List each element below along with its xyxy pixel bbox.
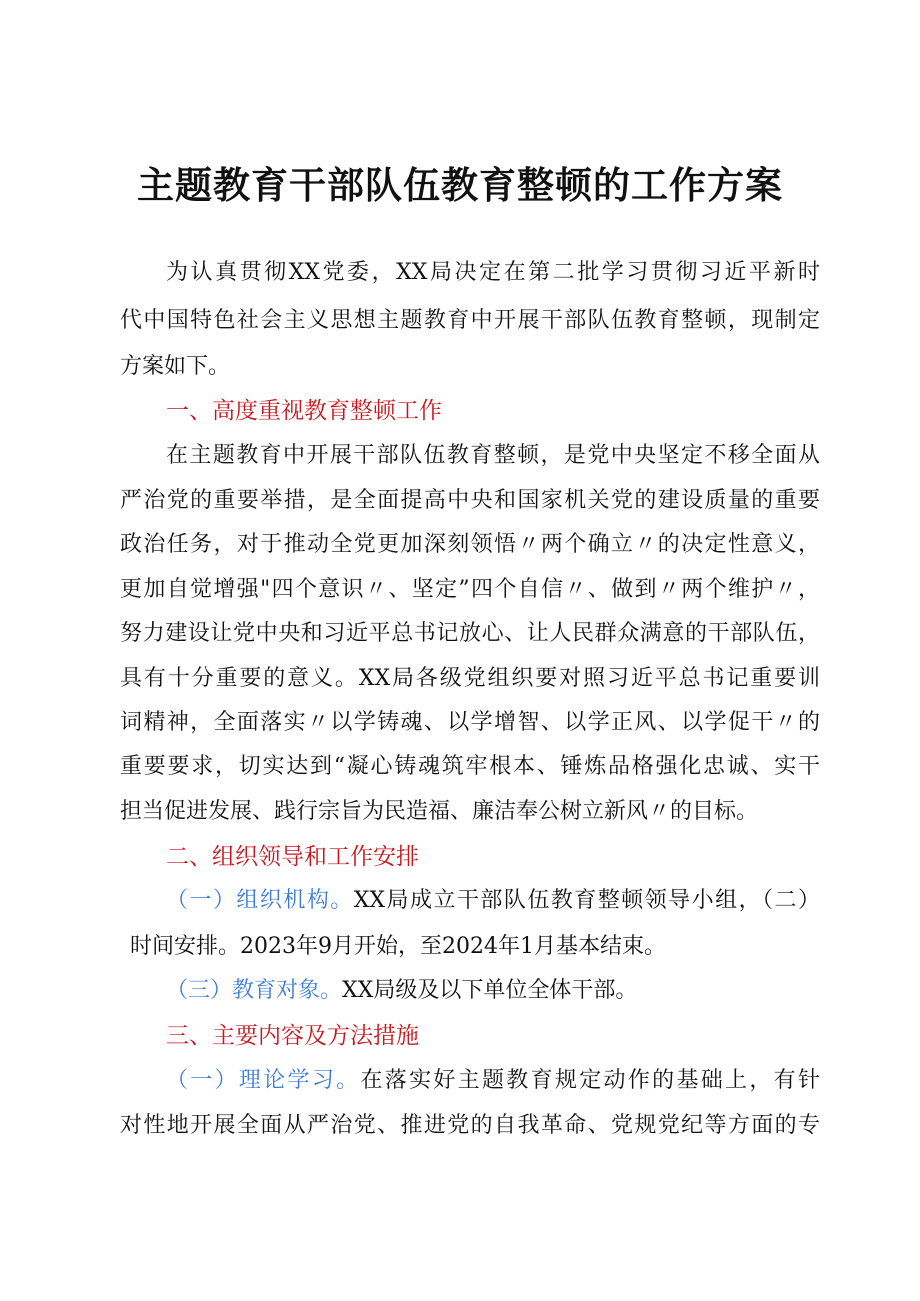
- section-2-item-1-text: XX局成立干部队伍教育整顿领导小组，（二）: [353, 888, 820, 913]
- document-title: 主题教育干部队伍教育整顿的工作方案: [137, 164, 783, 207]
- section-1-heading: 一、高度重视教育整顿工作: [166, 398, 442, 424]
- section-2-item-1: [166, 886, 820, 916]
- section-1-line-7: 词精神，全面落实〃以学铸魂、以学增智、以学正风、以学促干〃的: [120, 710, 820, 735]
- section-3-heading: 三、主要内容及方法措施: [166, 1023, 419, 1049]
- section-2-heading: 二、组织领导和工作安排: [166, 844, 419, 870]
- section-2-item-3-label: （三）教育对象。: [166, 978, 343, 1003]
- section-2-item-1-label: （一）组织机构。: [166, 888, 354, 913]
- section-2-item-1-cont: 时间安排。2023年9月开始，至2024年1月基本结束。: [130, 934, 666, 959]
- section-1-line-2: 严治党的重要举措，是全面提高中央和国家机关党的建设质量的重要: [120, 488, 820, 513]
- section-3-item-1-text: 在落实好主题教育规定动作的基础上，有针: [360, 1068, 820, 1093]
- section-1-line-1: 在主题教育中开展干部队伍教育整顿，是党中央坚定不移全面从: [166, 443, 820, 468]
- section-1-line-3: 政治任务，对于推动全党更加深刻领悟〃两个确立〃的决定性意义，: [120, 532, 820, 557]
- section-1-line-5: 努力建设让党中央和习近平总书记放心、让人民群众满意的干部队伍，: [120, 621, 820, 646]
- section-1-line-6: 具有十分重要的意义。XX局各级党组织要对照习近平总书记重要训: [120, 666, 820, 691]
- section-1-line-4: 更加自觉增强"四个意识〃、坚定”四个自信〃、做到〃两个维护〃，: [120, 577, 820, 602]
- section-3-item-1-label: （一）理论学习。: [166, 1068, 361, 1093]
- section-2-item-3-text: XX局级及以下单位全体干部。: [342, 978, 638, 1003]
- intro-line-2: 代中国特色社会主义思想主题教育中开展干部队伍教育整顿，现制定: [120, 308, 820, 333]
- section-2-item-3: [166, 976, 820, 1006]
- section-1-line-9: 担当促进发展、践行宗旨为民造福、廉洁奉公树立新风〃的目标。: [120, 799, 759, 824]
- section-3-item-1: [166, 1066, 820, 1096]
- section-3-item-1-cont: 对性地开展全面从严治党、推进党的自我革命、党规党纪等方面的专: [120, 1113, 820, 1138]
- intro-line-1: 为认真贯彻XX党委，XX局决定在第二批学习贯彻习近平新时: [166, 260, 820, 285]
- intro-line-3: 方案如下。: [120, 354, 231, 379]
- section-1-line-8: 重要要求，切实达到“凝心铸魂筑牢根本、锤炼品格强化忠诚、实干: [120, 754, 820, 779]
